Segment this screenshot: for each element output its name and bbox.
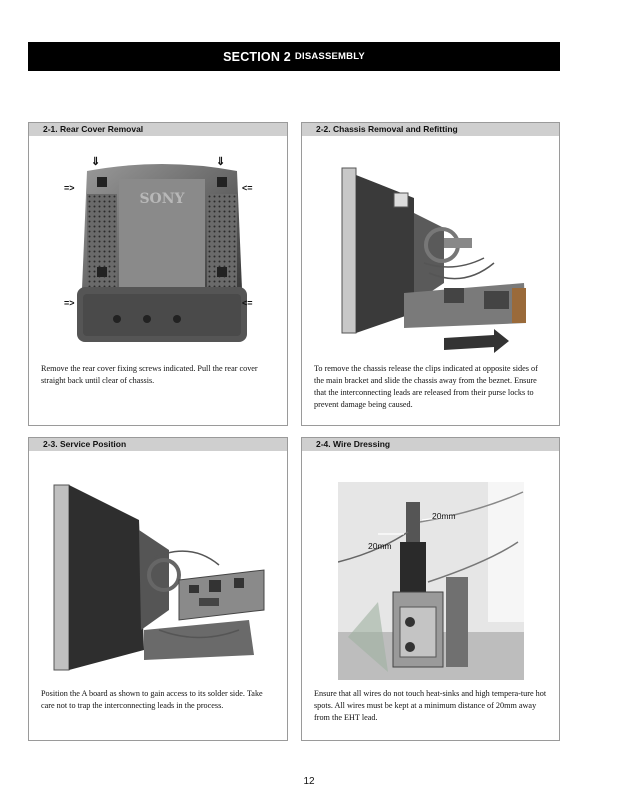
panel-title: 2-2. Chassis Removal and Refitting (302, 123, 559, 136)
page-number: 12 (303, 776, 315, 787)
section-banner (28, 42, 560, 71)
dimension-label-upper: 20mm (432, 511, 456, 521)
chassis-removal-photo (334, 163, 534, 358)
arrow-down-right: ⇓ (216, 156, 226, 168)
sony-logo: SONY (139, 191, 185, 207)
panel-caption: To remove the chassis release the clips indicated at opposite sides of the main bracket and slide the chassis away from the beznet. Ensure that the interconnecting leads are released from their purse locks to prevent damage being caused. (314, 364, 538, 409)
arrow-right-top: => (64, 183, 75, 193)
dimension-label-lower: 20mm (368, 541, 392, 551)
panel-chassis-removal (301, 122, 560, 426)
panel-caption: Position the A board as shown to gain access to its solder side. Take care not to trap the interconnecting leads in the process. (41, 689, 263, 710)
section-number: SECTION 2 (223, 49, 291, 64)
rear-cover-photo (57, 149, 267, 349)
panel-wire-dressing (301, 437, 560, 741)
panel-title: 2-1. Rear Cover Removal (29, 123, 287, 136)
panel-service-position (28, 437, 288, 741)
panel-caption: Ensure that all wires do not touch heat-sinks and high tempera-ture hot spots. All wires must be kept at a minimum distance of 20mm away from the EHT lead. (314, 689, 547, 722)
panel-title: 2-4. Wire Dressing (302, 438, 559, 451)
section-title: DISASSEMBLY (294, 51, 365, 62)
service-position-photo (49, 480, 274, 680)
arrow-right-bottom: => (64, 298, 75, 308)
arrow-left-top: <= (242, 183, 253, 193)
arrow-left-bottom: <= (242, 298, 253, 308)
panel-caption: Remove the rear cover fixing screws indicated. Pull the rear cover straight back until clear of chassis. (41, 364, 258, 385)
arrow-down-left: ⇓ (91, 156, 101, 168)
wire-dressing-photo (338, 482, 524, 680)
panel-rear-cover-removal (28, 122, 288, 426)
panel-title: 2-3. Service Position (29, 438, 287, 451)
